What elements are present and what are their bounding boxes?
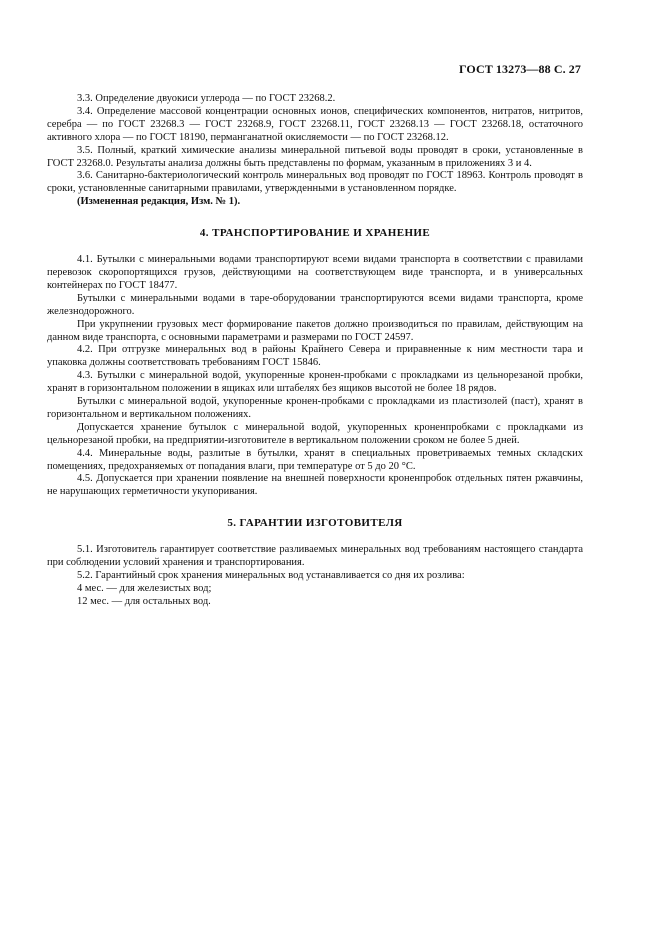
section-4-title: 4. ТРАНСПОРТИРОВАНИЕ И ХРАНЕНИЕ — [199, 227, 431, 240]
paragraph-3-5: 3.5. Полный, краткий химические анализы минеральной питьевой воды проводят в сроки, установленные в ГОСТ 23268.0. Результаты анализа должны быть представлены по формам, указанным в приложениях 3 и 4. — [47, 144, 583, 169]
paragraph-4-2: 4.2. При отгрузке минеральных вод в районы Крайнего Севера и приравненные к ним местности тара и упаковка должны соответствовать требованиям ГОСТ 15846. — [47, 344, 583, 369]
page-content — [47, 93, 583, 609]
paragraph-4-3-b: Бутылки с минеральной водой, укупоренные кронен-пробками с прокладками из пластизолей (паст), хранят в горизонтальном и вертикальном положениях. — [47, 396, 583, 420]
section-5-title: 5. ГАРАНТИИ ИЗГОТОВИТЕЛЯ — [227, 517, 403, 530]
paragraph-4-4: 4.4. Минеральные воды, разлитые в бутылки, хранят в специальных проветриваемых темных складских помещениях, предохраняемых от попадания влаги, при температуре от 5 до 20 °С. — [47, 447, 583, 472]
paragraph-3-3: 3.3. Определение двуокиси углерода — по ГОСТ 23268.2. — [77, 93, 336, 104]
amendment-note: (Измененная редакция, Изм. № 1). — [77, 196, 241, 208]
shelf-life-ferruginous: 4 мес. — для железистых вод; — [77, 582, 212, 594]
paragraph-4-3: 4.3. Бутылки с минеральной водой, укупоренные кронен-пробками с прокладками из цельнорезаной пробки, хранят в горизонтальном положении в ящиках или штабелях без ящиков высотой не более 18 рядов. — [47, 370, 583, 395]
paragraph-4-1-c: При укрупнении грузовых мест формирование пакетов должно производиться по правилам, действующим на данном виде транспорта, с основными параметрами и размерами по ГОСТ 24597. — [47, 318, 583, 343]
shelf-life-other: 12 мес. — для остальных вод. — [77, 595, 211, 607]
paragraph-5-2: 5.2. Гарантийный срок хранения минеральных вод устанавливается со дня их розлива: — [77, 570, 465, 581]
paragraph-3-4: 3.4. Определение массовой концентрации основных ионов, специфических компонентов, нитратов, нитритов, серебра — по ГОСТ 23268.3 — ГОСТ 23268.9, ГОСТ 23268.11, ГОСТ 23268.13 — ГОСТ 23268.18, остаточного активного хлора — по ГОСТ 18190, перманганатной окисляемости — по ГОСТ 23268.12. — [47, 105, 583, 143]
paragraph-5-1: 5.1. Изготовитель гарантирует соответствие разливаемых минеральных вод требованиям настоящего стандарта при соблюдении условий хранения и транспортирования. — [47, 544, 583, 569]
paragraph-4-1: 4.1. Бутылки с минеральными водами транспортируют всеми видами транспорта в соответствии с правилами перевозок скоропортящихся грузов, действующими на соответствующем виде транспорта, и в универсальных контейнерах по ГОСТ 18477. — [47, 254, 583, 291]
page-header: ГОСТ 13273—88 С. 27 — [458, 62, 581, 76]
paragraph-4-3-c: Допускается хранение бутылок с минеральной водой, укупоренных кроненпробками с прокладками из цельнорезаной пробки, на предприятии-изготовителе в вертикальном положении сроком не более 5 дней. — [47, 421, 583, 446]
paragraph-4-1-b: Бутылки с минеральными водами в таре-оборудовании транспортируются всеми видами транспорта, кроме железнодорожного. — [47, 292, 583, 317]
paragraph-4-5: 4.5. Допускается при хранении появление на внешней поверхности кроненпробок отдельных пятен ржавчины, не нарушающих герметичности укупоривания. — [47, 473, 583, 498]
paragraph-3-6: 3.6. Санитарно-бактериологический контроль минеральных вод проводят по ГОСТ 18963. Контроль проводят в сроки, установленные санитарными правилами, утвержденными в установленном порядке. — [47, 170, 583, 195]
